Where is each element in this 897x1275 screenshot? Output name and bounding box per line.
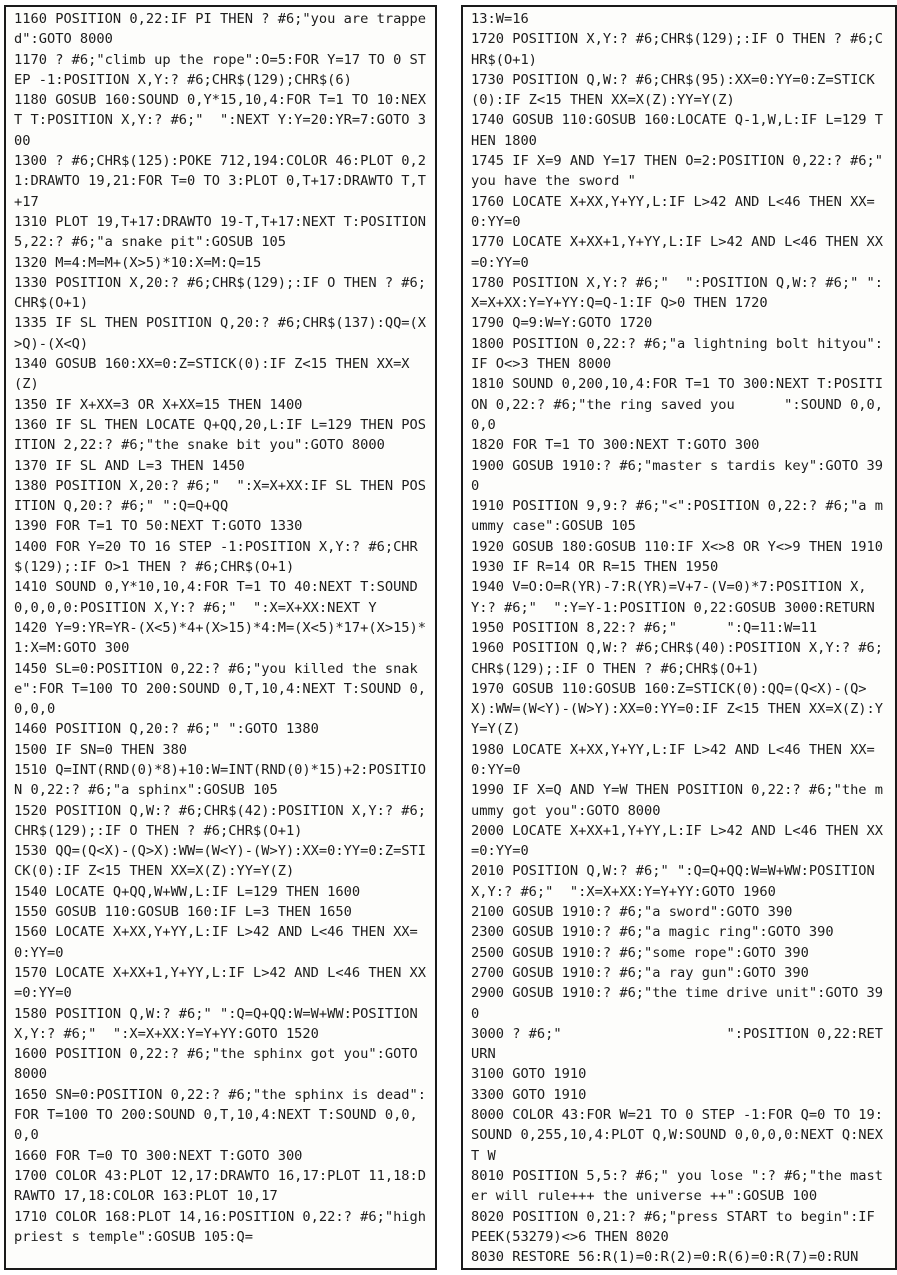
code-line: 1350 IF X+XX=3 OR X+XX=15 THEN 1400	[14, 396, 303, 413]
code-line: 1420 Y=9:YR=YR-(X<5)*4+(X>15)*4:M=(X<5)*17+(X>15)*1:X=M:GOTO 300	[14, 619, 427, 657]
code-line: 1740 GOSUB 110:GOSUB 160:LOCATE Q-1,W,L:IF L=129 THEN 1800	[471, 112, 884, 149]
code-line: 1920 GOSUB 180:GOSUB 110:IF X<>8 OR Y<>9 THEN 1910	[471, 538, 884, 555]
code-line: 1710 COLOR 168:PLOT 14,16:POSITION 0,22:? #6;"high priest s temple":GOSUB 105:Q=	[14, 1208, 435, 1245]
code-line: 1950 POSITION 8,22:? #6;" ":Q=11:W=11	[471, 619, 818, 636]
code-line: 8010 POSITION 5,5:? #6;" you lose ":? #6;"the master will rule+++ the universe ++":GOSUB 100	[471, 1167, 884, 1205]
left-code-listing	[6, 7, 435, 1247]
code-line: 1340 GOSUB 160:XX=0:Z=STICK(0):IF Z<15 THEN XX=X(Z)	[14, 356, 410, 393]
code-line: 1500 IF SN=0 THEN 380	[14, 741, 188, 758]
code-line: 1300 ? #6;CHR$(125):POKE 712,194:COLOR 46:PLOT 0,21:DRAWTO 19,21:FOR T=0 TO 3:PLOT 0,T+17:DRAWTO T,T+17	[14, 153, 427, 210]
code-line: 1170 ? #6;"climb up the rope":O=5:FOR Y=17 TO 0 STEP -1:POSITION X,Y:? #6;CHR$(129);CHR$(6)	[14, 51, 427, 88]
code-line: 1730 POSITION Q,W:? #6;CHR$(95):XX=0:YY=0:Z=STICK(0):IF Z<15 THEN XX=X(Z):YY=Y(Z)	[471, 71, 875, 109]
code-line: 1745 IF X=9 AND Y=17 THEN O=2:POSITION 0,22:? #6;" you have the sword "	[471, 153, 892, 190]
code-line: 2900 GOSUB 1910:? #6;"the time drive unit":GOTO 390	[471, 985, 884, 1022]
code-line: 1330 POSITION X,20:? #6;CHR$(129);:IF O THEN ? #6;CHR$(O+1)	[14, 274, 427, 312]
code-line: 3000 ? #6;" ":POSITION 0,22:RETURN	[471, 1025, 884, 1063]
code-line: 1460 POSITION Q,20:? #6;" ":GOTO 1380	[14, 721, 319, 738]
right-code-listing	[463, 7, 895, 1267]
code-line: 1520 POSITION Q,W:? #6;CHR$(42):POSITION X,Y:? #6;CHR$(129);:IF O THEN ? #6;CHR$(O+1)	[14, 802, 427, 839]
code-line: 1910 POSITION 9,9:? #6;"<":POSITION 0,22:? #6;"a mummy case":GOSUB 105	[471, 498, 884, 535]
code-line: 1720 POSITION X,Y:? #6;CHR$(129);:IF O THEN ? #6;CHR$(O+1)	[471, 31, 884, 68]
code-line: 3100 GOTO 1910	[471, 1066, 587, 1083]
code-line: 1770 LOCATE X+XX+1,Y+YY,L:IF L>42 AND L<46 THEN XX=0:YY=0	[471, 234, 884, 271]
code-line: 1600 POSITION 0,22:? #6;"the sphinx got you":GOTO 8000	[14, 1046, 427, 1083]
code-line: 1400 FOR Y=20 TO 16 STEP -1:POSITION X,Y:? #6;CHR$(129);:IF O>1 THEN ? #6;CHR$(O+1)	[14, 538, 418, 576]
code-line: 2010 POSITION Q,W:? #6;" ":Q=Q+QQ:W=W+WW:POSITION X,Y:? #6;" ":X=X+XX:Y=Y+YY:GOTO 1960	[471, 863, 884, 900]
code-line: 1450 SL=0:POSITION 0,22:? #6;"you killed the snake":FOR T=100 TO 200:SOUND 0,T,10,4:NEXT T:SOUND 0,0,0,0	[14, 660, 427, 718]
code-line: 1335 IF SL THEN POSITION Q,20:? #6;CHR$(137):QQ=(X>Q)-(X<Q)	[14, 315, 427, 352]
code-line: 3300 GOTO 1910	[471, 1086, 587, 1103]
code-line: 1790 Q=9:W=Y:GOTO 1720	[471, 315, 653, 332]
code-line: 8030 RESTORE 56:R(1)=0:R(2)=0:R(6)=0:R(7)=0:RUN	[471, 1249, 859, 1266]
code-line: 8020 POSITION 0,21:? #6;"press START to begin":IF PEEK(53279)<>6 THEN 8020	[471, 1208, 884, 1245]
code-line: 1810 SOUND 0,200,10,4:FOR T=1 TO 300:NEXT T:POSITION 0,22:? #6;"the ring saved you ":SOUND 0,0,0,0	[471, 376, 884, 433]
code-line: 2000 LOCATE X+XX+1,Y+YY,L:IF L>42 AND L<46 THEN XX=0:YY=0	[471, 822, 884, 860]
code-line: 13:W=16	[471, 11, 529, 27]
code-line: 1570 LOCATE X+XX+1,Y+YY,L:IF L>42 AND L<46 THEN XX=0:YY=0	[14, 964, 427, 1002]
code-line: 1580 POSITION Q,W:? #6;" ":Q=Q+QQ:W=W+WW:POSITION X,Y:? #6;" ":X=X+XX:Y=Y+YY:GOTO 1520	[14, 1005, 427, 1042]
code-line: 1550 GOSUB 110:GOSUB 160:IF L=3 THEN 1650	[14, 904, 352, 921]
code-line: 1370 IF SL AND L=3 THEN 1450	[14, 457, 245, 474]
code-line: 2700 GOSUB 1910:? #6;"a ray gun":GOTO 390	[471, 964, 809, 981]
code-line: 8000 COLOR 43:FOR W=21 TO 0 STEP -1:FOR Q=0 TO 19:SOUND 0,255,10,4:PLOT Q,W:SOUND 0,0,0,0:NEXT Q:NEXT W	[471, 1107, 884, 1164]
code-line: 1820 FOR T=1 TO 300:NEXT T:GOTO 300	[471, 437, 760, 454]
code-line: 1360 IF SL THEN LOCATE Q+QQ,20,L:IF L=129 THEN POSITION 2,22:? #6;"the snake bit you":GOTO 8000	[14, 416, 427, 454]
code-line: 1180 GOSUB 160:SOUND 0,Y*15,10,4:FOR T=1 TO 10:NEXT T:POSITION X,Y:? #6;" ":NEXT Y:Y=20:YR=7:GOTO 300	[14, 92, 427, 149]
code-line: 1650 SN=0:POSITION 0,22:? #6;"the sphinx is dead":FOR T=100 TO 200:SOUND 0,T,10,4:NEXT T:SOUND 0,0,0,0	[14, 1086, 427, 1144]
code-line: 1660 FOR T=0 TO 300:NEXT T:GOTO 300	[14, 1147, 303, 1164]
code-line: 1980 LOCATE X+XX,Y+YY,L:IF L>42 AND L<46 THEN XX=0:YY=0	[471, 741, 875, 778]
code-line: 1970 GOSUB 110:GOSUB 160:Z=STICK(0):QQ=(Q<X)-(Q>X):WW=(W<Y)-(W>Y):XX=0:YY=0:IF Z<15 THEN XX=X(Z):YY=Y(Z)	[471, 680, 884, 738]
code-line: 1700 COLOR 43:PLOT 12,17:DRAWTO 16,17:PLOT 11,18:DRAWTO 17,18:COLOR 163:PLOT 10,17	[14, 1167, 427, 1205]
code-line: 1760 LOCATE X+XX,Y+YY,L:IF L>42 AND L<46 THEN XX=0:YY=0	[471, 193, 875, 230]
code-line: 1530 QQ=(Q<X)-(Q>X):WW=(W<Y)-(W>Y):XX=0:YY=0:Z=STICK(0):IF Z<15 THEN XX=X(Z):YY=Y(Z)	[14, 843, 427, 880]
code-line: 2300 GOSUB 1910:? #6;"a magic ring":GOTO 390	[471, 924, 834, 941]
code-line: 2100 GOSUB 1910:? #6;"a sword":GOTO 390	[471, 904, 793, 921]
code-line: 2500 GOSUB 1910:? #6;"some rope":GOTO 390	[471, 944, 809, 961]
code-line: 1800 POSITION 0,22:? #6;"a lightning bolt hityou":IF O<>3 THEN 8000	[471, 335, 884, 373]
code-line: 1410 SOUND 0,Y*10,10,4:FOR T=1 TO 40:NEXT T:SOUND 0,0,0,0:POSITION X,Y:? #6;" ":X=X+XX:NEXT Y	[14, 579, 427, 616]
code-line: 1780 POSITION X,Y:? #6;" ":POSITION Q,W:? #6;" ":X=X+XX:Y=Y+YY:Q=Q-1:IF Q>0 THEN 1720	[471, 274, 884, 312]
code-line: 1390 FOR T=1 TO 50:NEXT T:GOTO 1330	[14, 518, 303, 535]
code-line: 1940 V=O:O=R(YR)-7:R(YR)=V+7-(V=0)*7:POSITION X,Y:? #6;" ":Y=Y-1:POSITION 0,22:GOSUB 3000:RETURN	[471, 579, 875, 616]
code-line: 1310 PLOT 19,T+17:DRAWTO 19-T,T+17:NEXT T:POSITION 5,22:? #6;"a snake pit":GOSUB 105	[14, 213, 435, 251]
code-line: 1380 POSITION X,20:? #6;" ":X=X+XX:IF SL THEN POSITION Q,20:? #6;" ":Q=Q+QQ	[14, 477, 427, 515]
code-line: 1990 IF X=Q AND Y=W THEN POSITION 0,22:? #6;"the mummy got you":GOTO 8000	[471, 782, 884, 819]
code-line: 1960 POSITION Q,W:? #6;CHR$(40):POSITION X,Y:? #6;CHR$(129);:IF O THEN ? #6;CHR$(O+1)	[471, 640, 884, 677]
right-listing-column	[461, 5, 897, 1270]
left-listing-column	[4, 5, 437, 1270]
code-line: 1560 LOCATE X+XX,Y+YY,L:IF L>42 AND L<46 THEN XX=0:YY=0	[14, 924, 418, 961]
code-line: 1930 IF R=14 OR R=15 THEN 1950	[471, 559, 719, 576]
code-line: 1320 M=4:M=M+(X>5)*10:X=M:Q=15	[14, 254, 262, 271]
code-line: 1540 LOCATE Q+QQ,W+WW,L:IF L=129 THEN 1600	[14, 883, 361, 900]
code-line: 1900 GOSUB 1910:? #6;"master s tardis key":GOTO 390	[471, 457, 884, 494]
code-line: 1510 Q=INT(RND(0)*8)+10:W=INT(RND(0)*15)+2:POSITION 0,22:? #6;"a sphinx":GOSUB 105	[14, 761, 427, 799]
code-line: 1160 POSITION 0,22:IF PI THEN ? #6;"you are trapped":GOTO 8000	[14, 11, 427, 48]
